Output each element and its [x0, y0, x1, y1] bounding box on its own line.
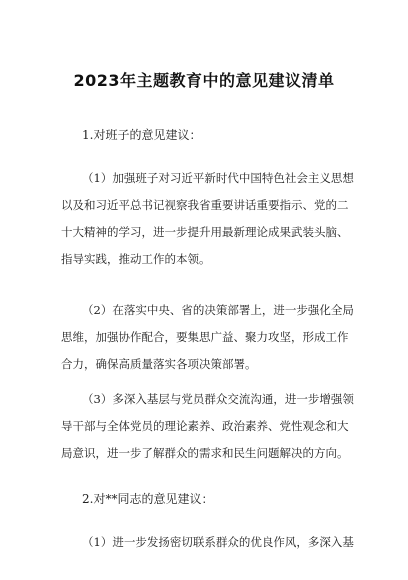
section-2-heading: 2.对**同志的意见建议： [82, 492, 214, 506]
s1-item3-line2: 导干部与全体党员的理论素养、政治素养、党性观念和大 [61, 419, 349, 433]
s1-item3-line1: （3）多深入基层与党员群众交流沟通，进一步增强领 [82, 392, 354, 406]
section-1-heading: 1.对班子的意见建议： [82, 128, 202, 142]
s1-item2-line1: （2）在落实中央、省的决策部署上，进一步强化全局 [82, 303, 354, 317]
s1-item2-line2: 思维，加强协作配合，要集思广益、聚力攻坚，形成工作 [61, 330, 349, 344]
s1-item1-line3: 十大精神的学习，进一步提升用最新理论成果武装头脑、 [61, 225, 349, 239]
s2-item1-line1: （1）进一步发扬密切联系群众的优良作风，多深入基 [82, 535, 354, 549]
s1-item3-line3: 局意识，进一步了解群众的需求和民生问题解决的方向。 [61, 446, 349, 460]
s1-item1-line1: （1）加强班子对习近平新时代中国特色社会主义思想 [82, 171, 354, 185]
s1-item1-line4: 指导实践，推动工作的本领。 [61, 252, 211, 266]
s1-item1-line2: 以及和习近平总书记视察我省重要讲话重要指示、党的二 [61, 198, 349, 212]
s1-item2-line3: 合力，确保高质量落实各项决策部署。 [61, 357, 257, 371]
document-title: 2023年主题教育中的意见建议清单 [73, 71, 335, 90]
